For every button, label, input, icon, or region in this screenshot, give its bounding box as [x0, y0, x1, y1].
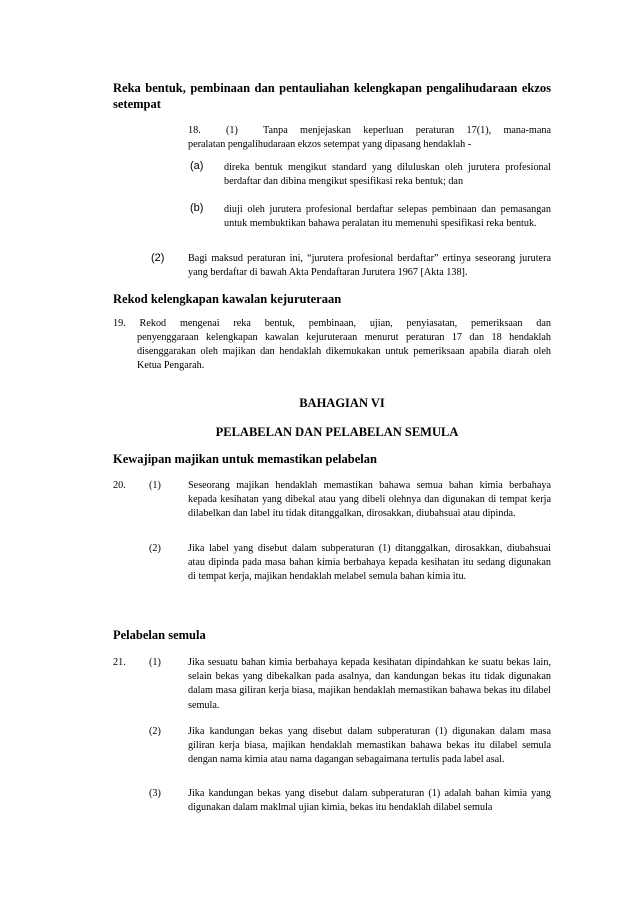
- section-heading-labelling-duty: Kewajipan majikan untuk memastikan pelabelan: [113, 452, 377, 466]
- paragraph-first-line: Tanpa menjejaskan keperluan peraturan 17(1), mana-mana: [263, 125, 551, 136]
- subregulation-number: (2): [149, 726, 161, 737]
- section-heading-design: Reka bentuk, pembinaan dan pentauliahan kelengkapan pengalihudaraan ekzos setempat: [113, 81, 551, 111]
- paragraph-text: Jika kandungan bekas yang disebut dalam subperaturan (1) adalah bahan kimia yang digunakan dalam maklmal ujian kimia, bekas itu hendaklah dilabel semula: [188, 788, 551, 814]
- paragraph-first-line: 19. Rekod mengenai reka bentuk, pembinaan, ujian, penyiasatan, pemeriksaan dan: [113, 318, 551, 329]
- part-title: BAHAGIAN VI: [299, 396, 385, 410]
- paragraph-text: peralatan pengalihudaraan ekzos setempat yang dipasang hendaklah -: [188, 139, 472, 150]
- subregulation-number: (1): [149, 480, 161, 491]
- subregulation-number: (1): [149, 657, 161, 668]
- subregulation-number: (2): [149, 543, 161, 554]
- regulation-number: 20.: [113, 480, 126, 491]
- subregulation-number: (2): [151, 252, 165, 264]
- paragraph-text: penyenggaraan kelengkapan kawalan kejuruteraan menurut peraturan 17 dan 18 hendaklah disenggarakan oleh majikan dan hendaklah dikemukakan untuk pemeriksaan apabila diarah oleh Ketua Pengarah.: [137, 332, 551, 372]
- item-text: direka bentuk mengikut standard yang diluluskan oleh jurutera profesional berdaftar dan dibina mengikut spesifikasi reka bentuk; dan: [224, 162, 551, 188]
- subregulation-number: (1): [226, 125, 238, 136]
- regulation-number: 21.: [113, 657, 126, 668]
- part-subtitle: PELABELAN DAN PELABELAN SEMULA: [215, 425, 459, 439]
- paragraph-text: Jika kandungan bekas yang disebut dalam subperaturan (1) digunakan dalam masa giliran kerja biasa, majikan hendaklah memastikan bahawa bekas itu dilabel semula dengan nama kimia atau nama dagangan sebagaimana tertulis pada label asal.: [188, 726, 551, 766]
- item-label: (a): [190, 160, 204, 172]
- regulation-number: 18.: [188, 125, 201, 136]
- section-heading-relabelling: Pelabelan semula: [113, 628, 206, 642]
- subregulation-number: (3): [149, 788, 161, 799]
- paragraph-text: Seseorang majikan hendaklah memastikan bahawa semua bahan kimia berbahaya kepada kesihatan yang dibekal atau yang dibeli olehnya dan digunakan di tempat kerja dilabelkan dan label itu tidak ditanggalkan, dirosakkan, diubahsuai atau dipinda.: [188, 480, 551, 520]
- section-heading-records: Rekod kelengkapan kawalan kejuruteraan: [113, 292, 342, 306]
- paragraph-text: Jika label yang disebut dalam subperaturan (1) ditanggalkan, dirosakkan, diubahsuai atau dipinda pada masa bahan kimia berbahaya kepada kesihatan itu sedang digunakan di tempat kerja, majikan hendaklah melabel semula bahan kimia itu.: [188, 543, 551, 583]
- paragraph-text: Bagi maksud peraturan ini, “jurutera profesional berdaftar” ertinya seseorang jurutera yang berdaftar di bawah Akta Pendaftaran Jurutera 1967 [Akta 138].: [188, 253, 551, 279]
- item-label: (b): [190, 202, 204, 214]
- paragraph-text: Jika sesuatu bahan kimia berbahaya kepada kesihatan dipindahkan ke suatu bekas lain, selain bekas yang dibekalkan pada asalnya, dan kandungan bekas itu tidak digunakan dalam masa giliran kerja biasa, majikan hendaklah memastikan bahawa bekas itu dilabel semula.: [188, 657, 551, 711]
- item-text: diuji oleh jurutera profesional berdaftar selepas pembinaan dan pemasangan untuk membuktikan bahawa peralatan itu memenuhi spesifikasi reka bentuk.: [224, 204, 551, 230]
